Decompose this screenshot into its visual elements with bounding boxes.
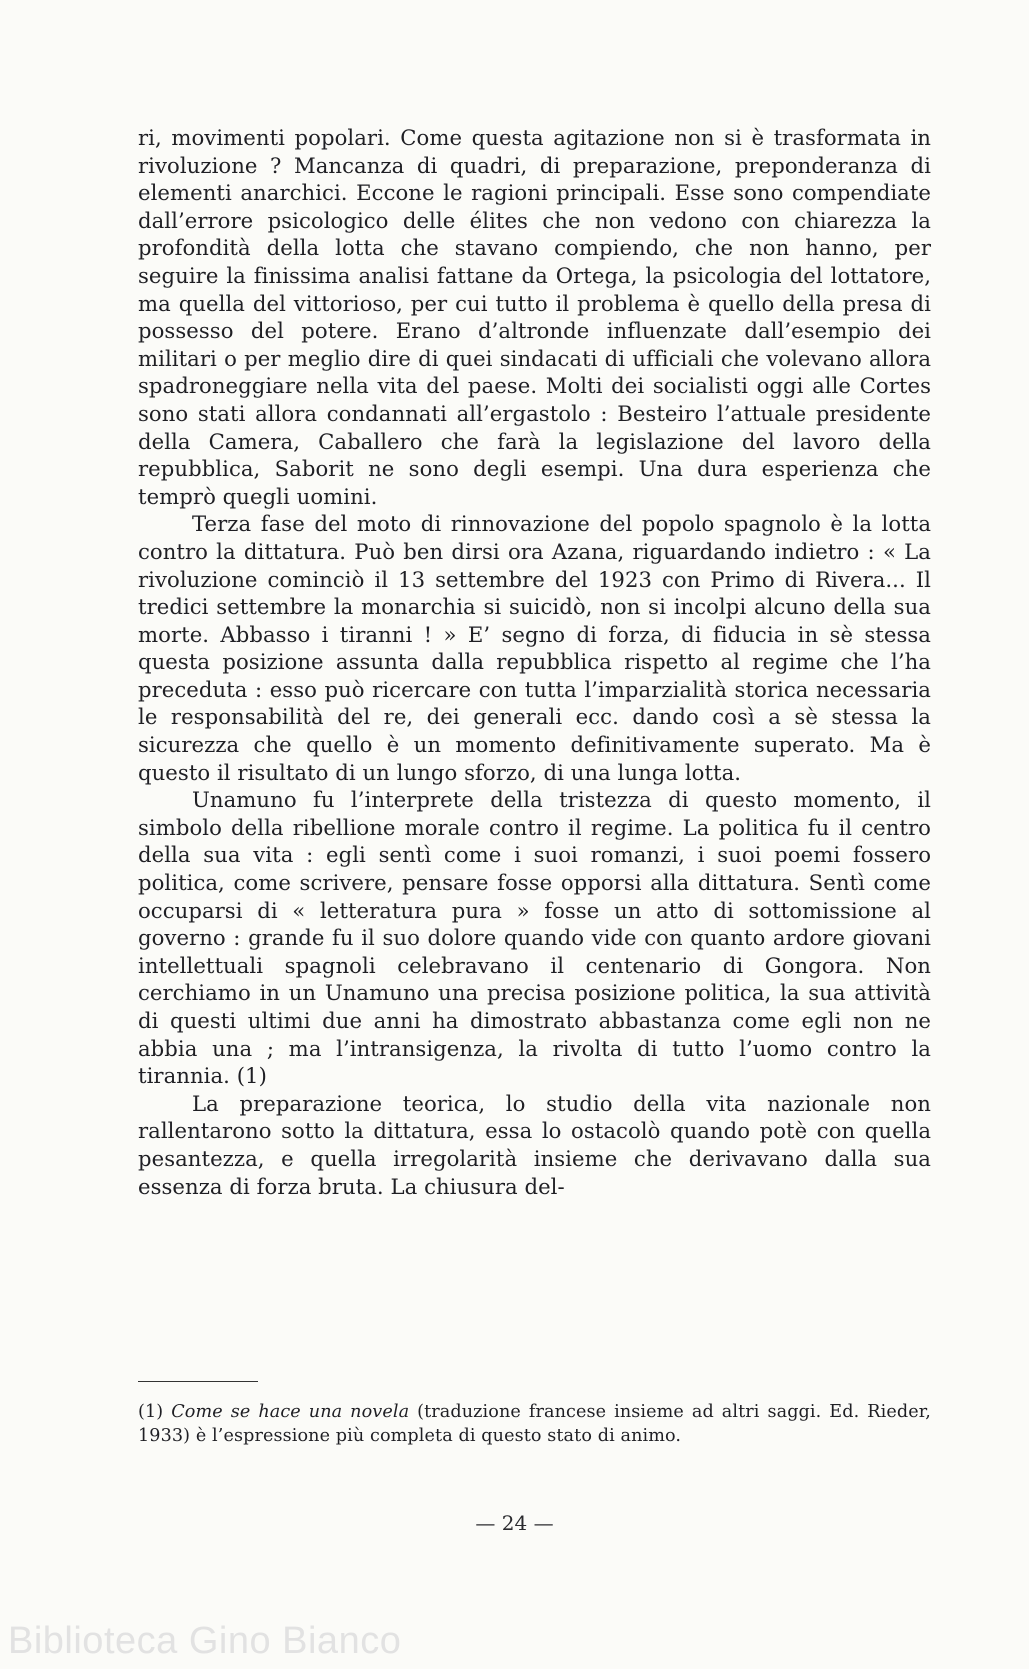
paragraph-1: ri, movimenti popolari. Come questa agitazione non si è trasformata in rivoluzione ? Mancanza di quadri, di preparazione, preponderanza di elementi anarchici. Eccone le ragioni principali. Esse sono compendiate dall’errore psicologico delle élites che non vedono con chiarezza la profondità della lotta che stavano compiendo, che non hanno, per seguire la finissima analisi fattane da Ortega, la psicologia del lottatore, ma quella del vittorioso, per cui tutto il problema è quello della presa di possesso del potere. Erano d’altronde influenzate dall’esempio dei militari o per meglio dire di quei sindacati di ufficiali che volevano allora spadroneggiare nella vita del paese. Molti dei socialisti oggi alle Cortes sono stati allora condannati all’ergastolo : Besteiro l’attuale presidente della Camera, Caballero che farà la legislazione del lavoro della repubblica, Saborit ne sono degli esempi. Una dura esperienza che temprò quegli uomini. [138,125,931,509]
footnote-marker: (1) [138,1402,164,1422]
page-number: — 24 — [475,1511,554,1535]
paragraph-4: La preparazione teorica, lo studio della vita nazionale non rallentarono sotto la dittatura, essa lo ostacolò quando potè con quella pesantezza, e quella irregolarità insieme che derivavano dalla sua essenza di forza bruta. La chiusura del- [138,1090,931,1199]
footnote-separator [138,1381,258,1382]
library-watermark: Biblioteca Gino Bianco [8,1620,402,1662]
paragraph-3: Unamuno fu l’interprete della tristezza di questo momento, il simbolo della ribellione morale contro il regime. La politica fu il centro della sua vita : egli sentì come i suoi romanzi, i suoi poemi fossero politica, come scrivere, pensare fosse opporsi alla dittatura. Sentì come occuparsi di « letteratura pura » fosse un atto di sottomissione al governo : grande fu il suo dolore quando vide con quanto ardore giovani intellettuali spagnoli celebravano il centenario di Gongora. Non cerchiamo in un Unamuno una precisa posizione politica, la sua attività di questi ultimi due anni ha dimostrato abbastanza come egli non ne abbia una ; ma l’intransigenza, la rivolta di tutto l’uomo contro la tirannia. (1) [138,787,931,1089]
footnote-title: Come se hace una novela [171,1402,410,1422]
paragraph-2: Terza fase del moto di rinnovazione del popolo spagnolo è la lotta contro la dittatura. Può ben dirsi ora Azana, riguardando indietro : « La rivoluzione cominciò il 13 settembre del 1923 con Primo di Rivera... Il tredici settembre la monarchia si suicidò, non si incolpi alcuno della sua morte. Abbasso i tiranni ! » E’ segno di forza, di fiducia in sè stessa questa posizione assunta dalla repubblica rispetto al regime che l’ha preceduta : esso può ricercare con tutta l’imparzialità storica necessaria le responsabilità del re, dei generali ecc. dando così a sè stessa la sicurezza che quello è un momento definitivamente superato. Ma è questo il risultato di un lungo sforzo, di una lunga lotta. [138,511,931,785]
footnote-text: (traduzione francese insieme ad altri saggi. Ed. Rieder, 1933) è l’espressione più completa di questo stato di animo. [138,1402,931,1446]
footnote [138,1401,931,1448]
main-text [138,124,931,1200]
